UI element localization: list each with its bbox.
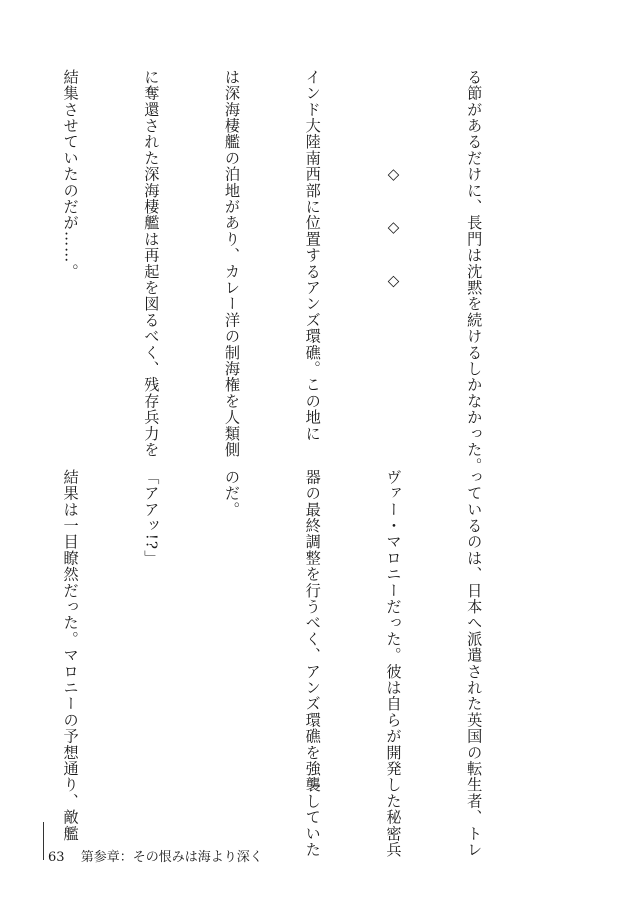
text-column: っているのは、日本へ派遣された英国の転生者、トレ — [465, 469, 484, 858]
footer-divider — [43, 822, 44, 860]
text-column — [0, 69, 3, 449]
text-column: 結果は一目瞭然だった。マロニーの予想通り、敵艦 — [61, 469, 80, 842]
upper-text-block — [61, 69, 541, 474]
text-column: 「アアッ!?」 — [142, 469, 161, 567]
text-column: 器の最終調整を行うべく、アンズ環礁を強襲していた — [303, 469, 322, 858]
text-column: は深海棲艦の泊地があり、カレー洋の制海権を人類側 — [223, 69, 242, 458]
scene-break-separator: ◇ ◇ ◇ — [384, 165, 403, 300]
text-column: インド大陸南西部に位置するアンズ環礁。この地に — [303, 69, 322, 442]
text-column: に奪還された深海棲艦は再起を図るべく、残存兵力を — [142, 69, 161, 458]
text-column: のだ。 — [223, 469, 242, 518]
page-footer — [48, 846, 263, 865]
text-column: ヴァー・マロニーだった。彼は自らが開発した秘密兵 — [384, 469, 403, 858]
text-column: 結集させていたのだが……。 — [61, 69, 80, 280]
page-number: 63 — [48, 850, 65, 865]
chapter-title: 第参章：その恨みは海より深く — [80, 850, 263, 865]
text-column — [0, 469, 3, 779]
text-column: る節があるだけに、長門は沈黙を続けるしかなかった。 — [465, 69, 484, 474]
